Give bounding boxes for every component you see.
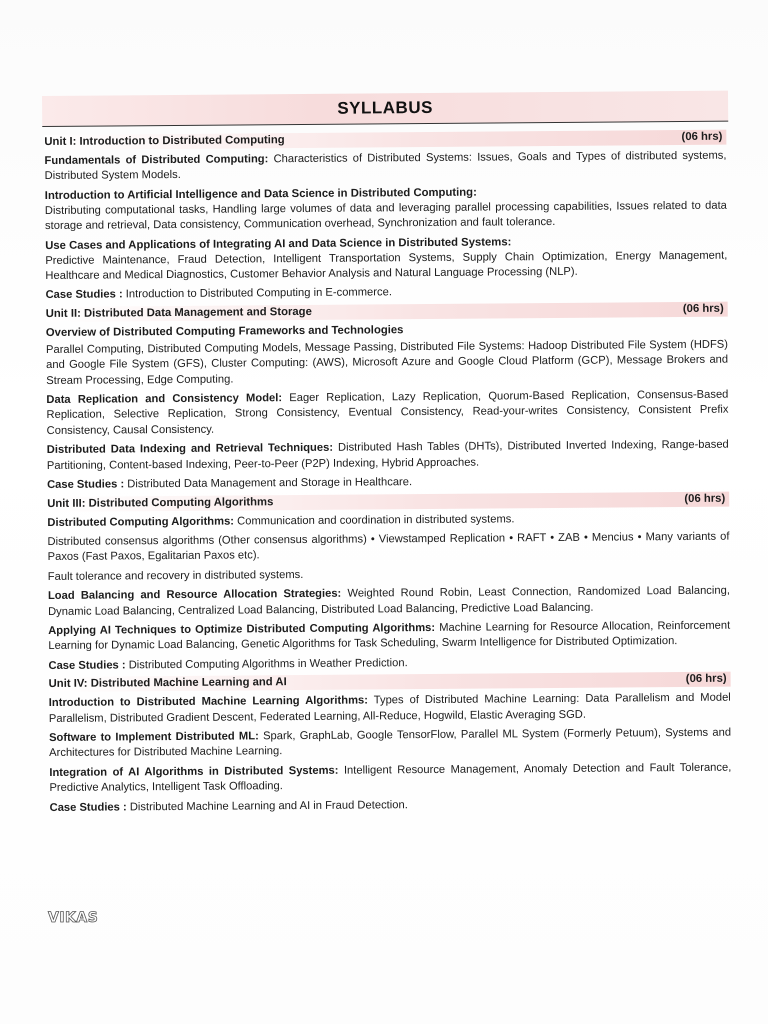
load-balancing-label: Load Balancing and Resource Allocation Strategies: bbox=[47, 587, 342, 603]
unit-1-intro-ai-text: Distributing computational tasks, Handling large volumes of data and leveraging parallel processing capabilities, Issues related to data storage and retrieval, Data consistency, Communication overhead, Synchronization and fault tolerance. bbox=[44, 199, 727, 233]
unit-4-intro-ml bbox=[49, 691, 731, 727]
unit-2-indexing bbox=[47, 438, 729, 474]
unit-1-use-cases-heading: Use Cases and Applications of Integrating AI and Data Science in Distributed Systems: bbox=[45, 235, 512, 252]
unit-3-algorithms bbox=[47, 510, 729, 531]
case-studies-label: Case Studies : bbox=[45, 288, 123, 302]
unit-3-consensus-text: Distributed consensus algorithms (Other consensus algorithms) • Viewstamped Replication • RAFT • ZAB • Mencius • Many variants of Paxos (Fast Paxos, Egalitarian Paxos etc). bbox=[47, 530, 730, 564]
unit-2-overview-text: Parallel Computing, Distributed Computing Models, Message Passing, Distributed File Systems: Hadoop Distributed File System (HDFS) and Google File System (GFS), Cluster Computing: (AWS), Microsoft Azure and Google Cloud Platform (GCP), Message Brokers and Stream Processing, Edge Computing. bbox=[45, 338, 729, 387]
case-studies-text: Distributed Machine Learning and AI in Fraud Detection. bbox=[129, 798, 408, 813]
unit-3-applying-ai bbox=[48, 619, 730, 655]
fundamentals-text: Characteristics of Distributed Systems: Issues, Goals and Types of distributed systems, Distributed System Models. bbox=[44, 149, 727, 183]
case-studies-text: Distributed Data Management and Storage in Healthcare. bbox=[127, 476, 413, 491]
unit-4-heading bbox=[49, 672, 731, 692]
integration-text: Intelligent Resource Management, Anomaly Detection and Fault Tolerance, Predictive Analytics, Intelligent Task Offloading. bbox=[49, 761, 732, 795]
intro-ml-text: Types of Distributed Machine Learning: Data Parallelism and Model Parallelism, Distributed Gradient Descent, Federated Learning, All-Reduce, Hogwild, Elastic Averaging SGD. bbox=[48, 691, 731, 725]
unit-1-title: Unit I: Introduction to Distributed Computing bbox=[44, 134, 285, 148]
software-text: Spark, GraphLab, Google TensorFlow, Parallel ML System (Formerly Petuum), Systems and Architectures for Distributed Machine Learning. bbox=[49, 726, 732, 760]
indexing-label: Distributed Data Indexing and Retrieval Techniques: bbox=[46, 442, 334, 457]
unit-2-replication bbox=[46, 388, 728, 440]
unit-3-fault-text: Fault tolerance and recovery in distributed systems. bbox=[47, 568, 304, 583]
replication-text: Eager Replication, Lazy Replication, Quorum-Based Replication, Consensus-Based Replication, Selective Replication, Strong Consistency, Eventual Consistency, Read-your-writes Consistency, Consistent Prefix Consistency, Causal Consistency. bbox=[46, 388, 729, 437]
unit-3-title: Unit III: Distributed Computing Algorithms bbox=[47, 495, 274, 510]
syllabus-content bbox=[44, 91, 732, 816]
unit-2-overview-heading: Overview of Distributed Computing Frameworks and Technologies bbox=[45, 324, 404, 339]
unit-1-heading bbox=[44, 130, 726, 150]
case-studies-text: Introduction to Distributed Computing in E-commerce. bbox=[125, 286, 392, 301]
unit-2-case-studies bbox=[47, 473, 729, 494]
unit-3-load-balancing bbox=[48, 584, 730, 620]
algorithms-label: Distributed Computing Algorithms: bbox=[47, 515, 235, 529]
unit-3-heading bbox=[47, 491, 729, 511]
unit-1-use-cases-text: Predictive Maintenance, Fraud Detection, Intelligent Transportation Systems, Supply Chain Optimization, Energy Management, Healthcare and Medical Diagnostics, Customer Behavior Analysis and Natural Language Processing (NLP). bbox=[45, 249, 728, 283]
indexing-text: Distributed Hash Tables (DHTs), Distributed Inverted Indexing, Range-based Partitioning, Content-based Indexing, Peer-to-Peer (P2P) Indexing, Hybrid Approaches. bbox=[46, 438, 729, 472]
case-studies-label: Case Studies : bbox=[48, 659, 126, 672]
fundamentals-label: Fundamentals of Distributed Computing: bbox=[44, 153, 269, 167]
unit-1-intro-ai-heading: Introduction to Artificial Intelligence and Data Science in Distributed Computing: bbox=[44, 186, 477, 202]
unit-1-hours: (06 hrs) bbox=[681, 130, 723, 143]
software-label: Software to Implement Distributed ML: bbox=[48, 730, 259, 744]
applying-ai-label: Applying AI Techniques to Optimize Distributed Computing Algorithms: bbox=[48, 621, 436, 637]
unit-4-title: Unit IV: Distributed Machine Learning and AI bbox=[48, 676, 287, 691]
unit-2-heading bbox=[46, 301, 728, 321]
unit-3-case-studies bbox=[48, 653, 730, 674]
load-balancing-text: Weighted Round Robin, Least Connection, Randomized Load Balancing, Dynamic Load Balancing, Centralized Load Balancing, Distributed Load Balancing, Predictive Load Balancing. bbox=[48, 584, 730, 618]
integration-label: Integration of AI Algorithms in Distributed Systems: bbox=[49, 764, 339, 779]
unit-2-title: Unit II: Distributed Data Management and Storage bbox=[45, 305, 312, 320]
unit-1-fundamentals bbox=[44, 149, 726, 185]
replication-label: Data Replication and Consistency Model: bbox=[46, 392, 283, 407]
unit-4-integration bbox=[49, 760, 731, 796]
unit-4-case-studies bbox=[50, 795, 732, 816]
applying-ai-text: Machine Learning for Resource Allocation, Reinforcement Learning for Dynamic Load Balancing, Genetic Algorithms for Task Scheduling, Swarm Intelligence for Distributed Optimization. bbox=[48, 619, 731, 653]
unit-3-hours: (06 hrs) bbox=[684, 492, 726, 505]
intro-ml-label: Introduction to Distributed Machine Learning Algorithms: bbox=[48, 694, 368, 710]
unit-1-case-studies bbox=[46, 283, 728, 304]
unit-4-hours: (06 hrs) bbox=[685, 672, 727, 686]
case-studies-label: Case Studies : bbox=[47, 478, 125, 492]
algorithms-text: Communication and coordination in distributed systems. bbox=[237, 512, 515, 527]
title-bar bbox=[42, 91, 728, 127]
page-title: SYLLABUS bbox=[337, 97, 433, 118]
unit-4-software bbox=[49, 726, 731, 762]
publisher-logo: VIKAS bbox=[48, 910, 99, 926]
case-studies-text: Distributed Computing Algorithms in Weather Prediction. bbox=[128, 656, 408, 672]
case-studies-label: Case Studies : bbox=[49, 800, 127, 814]
unit-2-hours: (06 hrs) bbox=[682, 302, 724, 315]
